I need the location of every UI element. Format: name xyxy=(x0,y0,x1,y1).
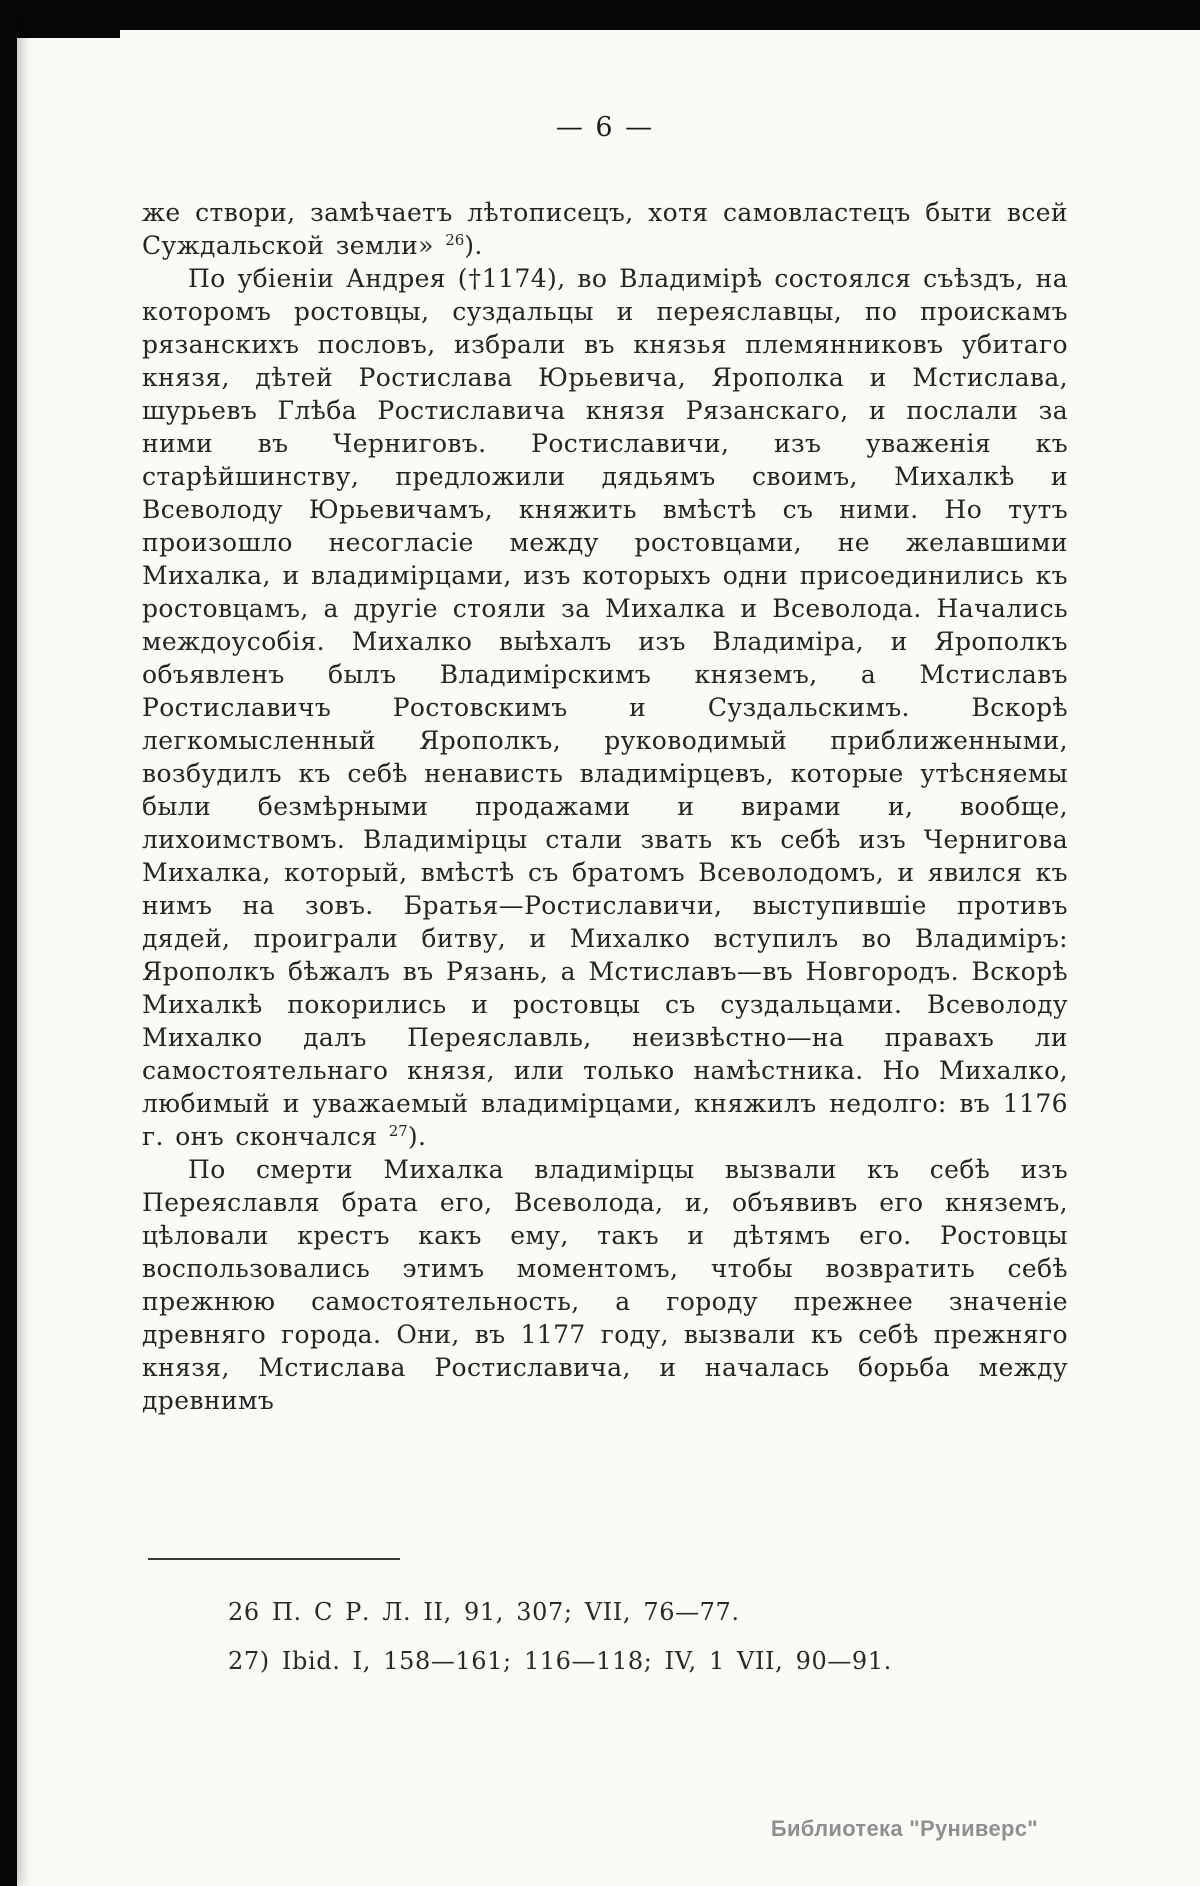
library-watermark: Библиотека "Руниверс" xyxy=(770,1816,1038,1841)
text-block xyxy=(142,196,1068,1417)
paragraph-text: же створи, замѣчаетъ лѣтописецъ, хотя самовластецъ быти всей Суждальской земли» xyxy=(142,198,1068,260)
paragraph-text: По смерти Михалка владимірцы вызвали къ себѣ изъ Переяславля брата его, Всеволода, и, объявивъ его княземъ, цѣловали крестъ какъ ему, такъ и дѣтямъ его. Ростовцы воспользовались этимъ моментомъ, чтобы возвратить себѣ прежнюю самостоятельность, а городу прежнее значеніе древняго города. Они, въ 1177 году, вызвали къ себѣ прежняго князя, Мстислава Ростиславича, и началась борьба между древнимъ xyxy=(142,1155,1068,1415)
footnote-26: 26 П. С Р. Л. II, 91, 307; VII, 76—77. xyxy=(228,1598,740,1626)
scan-edge-top xyxy=(0,0,1200,30)
scan-edge-left xyxy=(0,0,17,1886)
paragraph-text: ). xyxy=(407,1122,427,1151)
footnote-27: 27) Ibid. I, 158—161; 116—118; IV, 1 VII, 90—91. xyxy=(228,1647,892,1675)
paragraph-andrey-death xyxy=(142,262,1068,1153)
paragraph-continuation xyxy=(142,196,1068,262)
footnotes-section xyxy=(228,1588,988,1686)
paragraph-text: По убіеніи Андрея (†1174), во Владимірѣ состоялся съѣздъ, на которомъ ростовцы, суздальцы и переяславцы, по проискамъ рязанскихъ пословъ, избрали въ князья племянниковъ убитаго князя, дѣтей Ростислава Юрьевича, Ярополка и Мстислава, шурьевъ Глѣба Ростиславича князя Рязанскаго, и послали за ними въ Черниговъ. Ростиславичи, изъ уваженія къ старѣйшинству, предложили дядьямъ своимъ, Михалкѣ и Всеволоду Юрьевичамъ, княжить вмѣстѣ съ ними. Но тутъ произошло несогласіе между ростовцами, не желавшими Михалка, и владимірцами, изъ которыхъ одни присоединились къ ростовцамъ, а другіе стояли за Михалка и Всеволода. Начались междоусобія. Михалко выѣхалъ изъ Владиміра, и Ярополкъ объявленъ былъ Владимірскимъ княземъ, а Мстиславъ Ростиславичъ Ростовскимъ и Суздальскимъ. Вскорѣ легкомысленный Ярополкъ, руководимый приближенными, возбудилъ къ себѣ ненависть владимірцевъ, которые утѣсняемы были безмѣрными продажами и вирами и, вообще, лихоимствомъ. Владимірцы стали звать къ себѣ изъ Чернигова Михалка, который, вмѣстѣ съ братомъ Всеволодомъ, и явился къ нимъ на зовъ. Братья—Ростиславичи, выступившіе противъ дядей, проиграли битву, и Михалко вступилъ во Владиміръ: Ярополкъ бѣжалъ въ Рязань, а Мстиславъ—въ Новгородъ. Вскорѣ Михалкѣ покорились и ростовцы съ суздальцами. Всеволоду Михалко далъ Переяславль, неизвѣстно—на правахъ ли самостоятельнаго князя, или только намѣстника. Но Михалко, любимый и уважаемый владимірцами, княжилъ недолго: въ 1176 г. онъ скончался xyxy=(142,264,1068,1151)
paragraph-mihalko-death xyxy=(142,1153,1068,1417)
paragraph-text: ). xyxy=(464,231,483,260)
footnote-ref-27: 27 xyxy=(388,1122,408,1140)
page-number: — 6 — xyxy=(555,112,655,143)
footnote-ref-26: 26 xyxy=(445,231,465,249)
footnote-separator-rule xyxy=(148,1558,400,1560)
